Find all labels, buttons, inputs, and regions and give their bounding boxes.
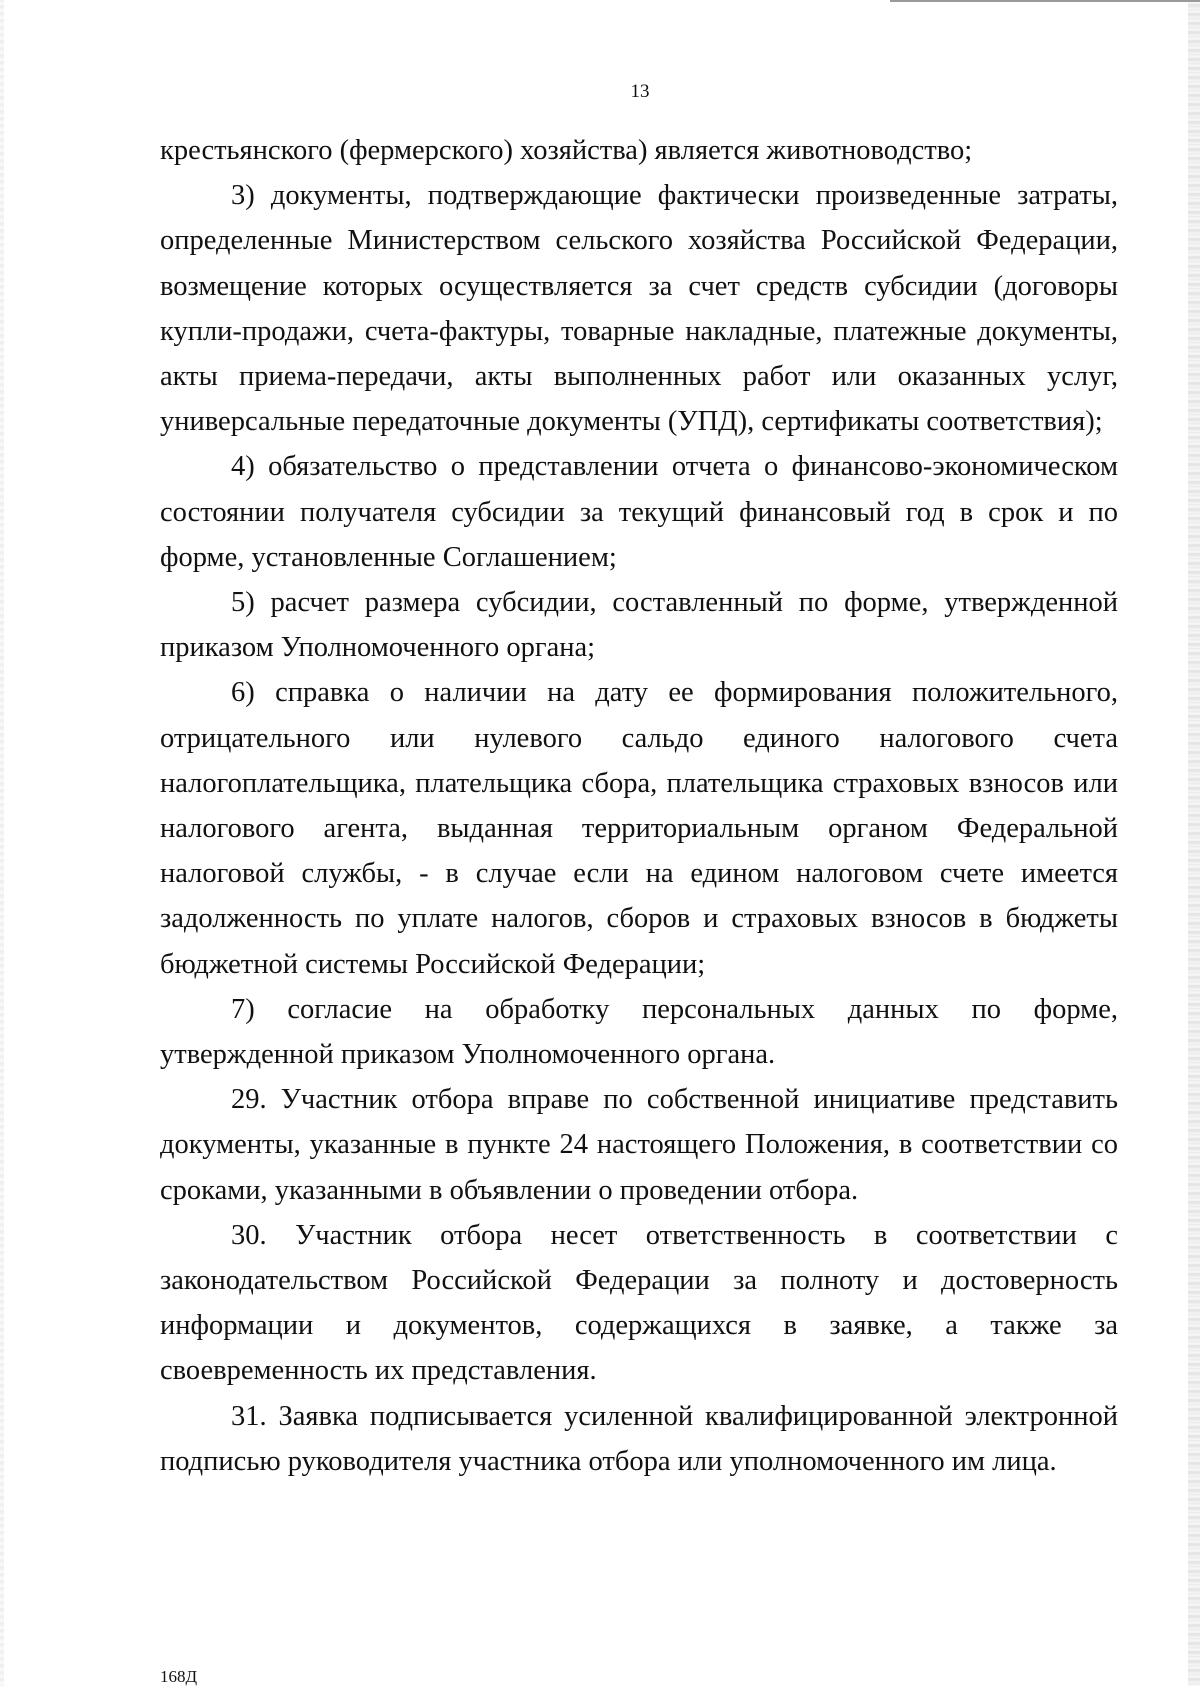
document-body — [160, 128, 1118, 1484]
scan-top-line — [890, 0, 1200, 2]
paragraph-clause-29: 29. Участник отбора вправе по собственной инициативе представить документы, указанные в пункте 24 настоящего Положения, в соответствии со сроками, указанными в объявлении о проведении отбора. — [160, 1084, 1118, 1206]
paragraph-item-3: 3) документы, подтверждающие фактически произведенные затраты, определенные Министерством сельского хозяйства Российской Федерации, возмещение которых осуществляется за счет средств субсидии (договоры купли-продажи, счета-фактуры, товарные накладные, платежные документы, акты приема-передачи, акты выполненных работ или оказанных услуг, универсальные передаточные документы (УПД), сертификаты соответствия); — [160, 180, 1118, 438]
paragraph-clause-31: 31. Заявка подписывается усиленной квалифицированной электронной подписью руководителя участника отбора или уполномоченного им лица. — [160, 1400, 1118, 1477]
paragraph-continuation: крестьянского (фермерского) хозяйства) является животноводство; — [160, 135, 973, 166]
footer-code: 168Д — [160, 1667, 198, 1686]
paragraph-item-4: 4) обязательство о представлении отчета о финансово-экономическом состоянии получателя субсидии за текущий финансовый год в срок и по форме, установленные Соглашением; — [160, 451, 1118, 573]
paragraph-item-5: 5) расчет размера субсидии, составленный по форме, утвержденной приказом Уполномоченного органа; — [160, 587, 1118, 664]
paragraph-item-6: 6) справка о наличии на дату ее формирования положительного, отрицательного или нулевого сальдо единого налогового счета налогоплательщика, плательщика сбора, плательщика страховых взносов или налогового агента, выданная территориальным органом Федеральной налоговой службы, - в случае если на едином налоговом счете имеется задолженность по уплате налогов, сборов и страховых взносов в бюджеты бюджетной системы Российской Федерации; — [160, 677, 1118, 980]
page-number: 13 — [630, 81, 650, 102]
scan-edge-right — [1188, 0, 1200, 1686]
scan-edge-left — [0, 0, 4, 1686]
paragraph-item-7: 7) согласие на обработку персональных данных по форме, утвержденной приказом Уполномоченного органа. — [160, 993, 1118, 1071]
paragraph-clause-30: 30. Участник отбора несет ответственность в соответствии с законодательством Российской Федерации за полноту и достоверность информации и документов, содержащихся в заявке, а также за своевременность их представления. — [160, 1219, 1118, 1387]
